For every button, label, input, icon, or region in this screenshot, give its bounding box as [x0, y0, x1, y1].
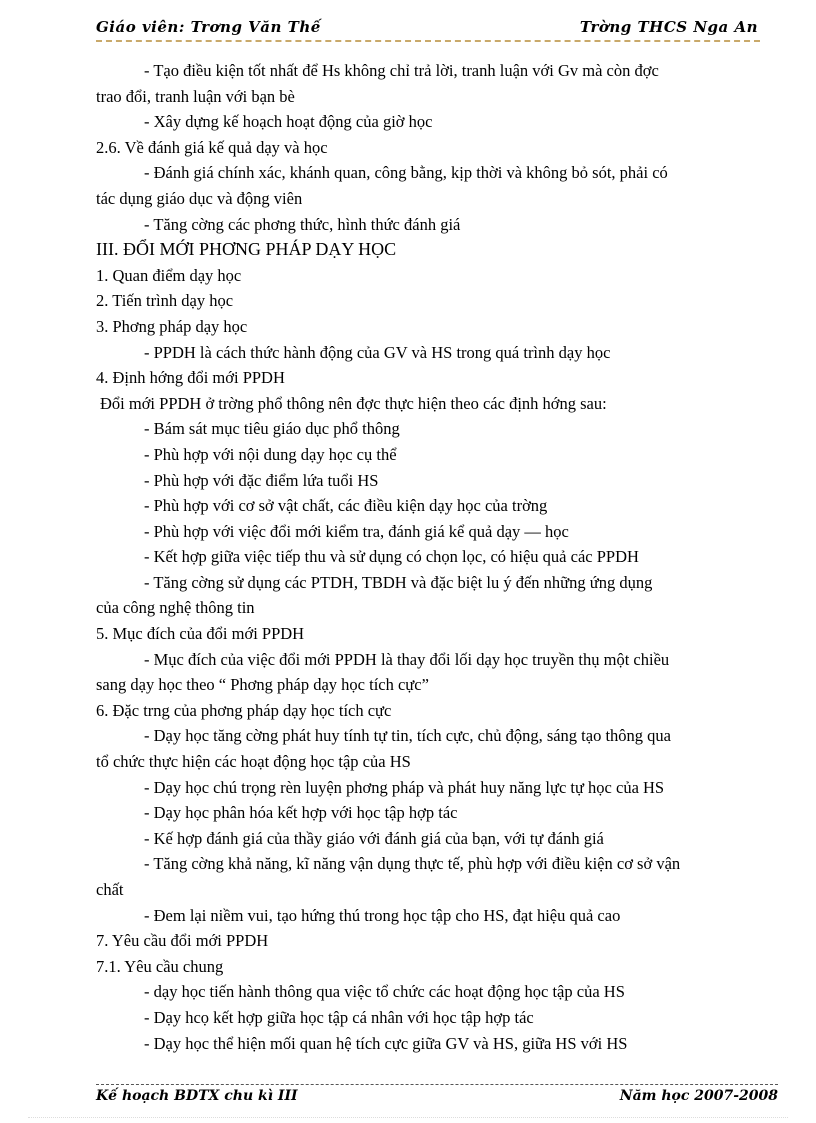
school-name: Trờng THCS Nga An [579, 18, 758, 36]
list-item: - Dạy hcọ kết hợp giữa học tập cá nhân với học tập hợp tác [144, 1007, 534, 1027]
body-line: sang dạy học theo “ Phơng pháp dạy học tích cực” [96, 675, 429, 695]
teacher-name: Giáo viên: Trơng Văn Thế [96, 18, 321, 36]
document-body [96, 58, 768, 1056]
plan-title: Kế hoạch BDTX chu kì III [96, 1088, 298, 1104]
body-line: - Mục đích của việc đổi mới PPDH là thay đổi lối dạy học truyền thụ một chiều [144, 649, 670, 669]
list-item: - Phù hợp với cơ sở vật chất, các điều kiện dạy học của trờng [144, 496, 548, 516]
body-line: tổ chức thực hiện các hoạt động học tập của HS [96, 752, 411, 772]
list-item: - Dạy học thể hiện mối quan hệ tích cực giữa GV và HS, giữa HS với HS [144, 1033, 628, 1053]
list-item: - Kế hợp đánh giá của thầy giáo với đánh giá của bạn, với tự đánh giá [144, 828, 604, 848]
body-line: Đổi mới PPDH ở trờng phổ thông nên đợc thực hiện theo các định hớng sau: [100, 393, 607, 413]
section-heading: 5. Mục đích của đổi mới PPDH [96, 624, 305, 644]
section-heading: 7.1. Yêu cầu chung [96, 956, 224, 976]
section-heading: 4. Định hớng đổi mới PPDH [96, 368, 285, 388]
section-heading: 3. Phơng pháp dạy học [96, 316, 248, 336]
body-line: trao đổi, tranh luận với bạn bè [96, 86, 295, 106]
body-line: - Tăng cờng các phơng thức, hình thức đánh giá [144, 214, 461, 234]
body-line: - Tạo điều kiện tốt nhất để Hs không chỉ trả lời, tranh luận với Gv mà còn đợc [144, 61, 659, 80]
school-year: Năm học 2007-2008 [619, 1088, 778, 1104]
list-item: - Dạy học phân hóa kết hợp với học tập hợp tác [144, 803, 458, 823]
list-item: - Tăng cờng sử dụng các PTDH, TBDH và đặc biệt lu ý đến những ứng dụng [144, 572, 653, 592]
list-item: - Bám sát mục tiêu giáo dục phổ thông [144, 419, 400, 439]
list-item: - Đem lại niềm vui, tạo hứng thú trong học tập cho HS, đạt hiệu quả cao [144, 905, 621, 925]
section-heading: 1. Quan điểm dạy học [96, 265, 242, 285]
footer-divider [96, 1084, 778, 1085]
body-line: chất [96, 880, 124, 899]
list-item: - Dạy học tăng cờng phát huy tính tự tin, tích cực, chủ động, sáng tạo thông qua [144, 726, 672, 746]
body-line: của công nghệ thông tin [96, 598, 255, 618]
page-header [96, 18, 758, 42]
list-item: - Tăng cờng khả năng, kĩ năng vận dụng thực tế, phù hợp với điều kiện cơ sở vận [144, 854, 681, 874]
body-line: - Xây dựng kế hoạch hoạt động của giờ học [144, 112, 433, 132]
section-heading: 2. Tiến trình dạy học [96, 291, 234, 311]
body-line: - Đánh giá chính xác, khánh quan, công bằng, kịp thời và không bỏ sót, phải có [144, 163, 668, 183]
body-line: - PPDH là cách thức hành động của GV và HS trong quá trình dạy học [144, 342, 611, 362]
list-item: - Phù hợp với đặc điểm lứa tuổi HS [144, 470, 379, 490]
body-line: tác dụng giáo dục và động viên [96, 188, 303, 208]
list-item: - dạy học tiến hành thông qua việc tổ chức các hoạt động học tập của HS [144, 982, 625, 1002]
section-heading: 7. Yêu cầu đổi mới PPDH [96, 931, 269, 951]
list-item: - Dạy học chú trọng rèn luyện phơng pháp và phát huy năng lực tự học của HS [144, 777, 665, 797]
list-item: - Phù hợp với việc đổi mới kiểm tra, đánh giá kể quả dạy — học [144, 521, 569, 541]
section-heading: 2.6. Về đánh giá kế quả dạy và học [96, 137, 328, 157]
list-item: - Phù hợp với nội dung dạy học cụ thể [144, 444, 397, 464]
section-heading: 6. Đặc trng của phơng pháp dạy học tích cực [96, 700, 392, 720]
page-footer [96, 1088, 778, 1108]
page-bottom-edge [28, 1117, 788, 1118]
list-item: - Kết hợp giữa việc tiếp thu và sử dụng có chọn lọc, có hiệu quả các PPDH [144, 547, 639, 567]
chapter-heading: III. ĐỔI MỚI PHƠNG PHÁP DẠY HỌC [96, 239, 397, 260]
header-divider [96, 40, 760, 42]
